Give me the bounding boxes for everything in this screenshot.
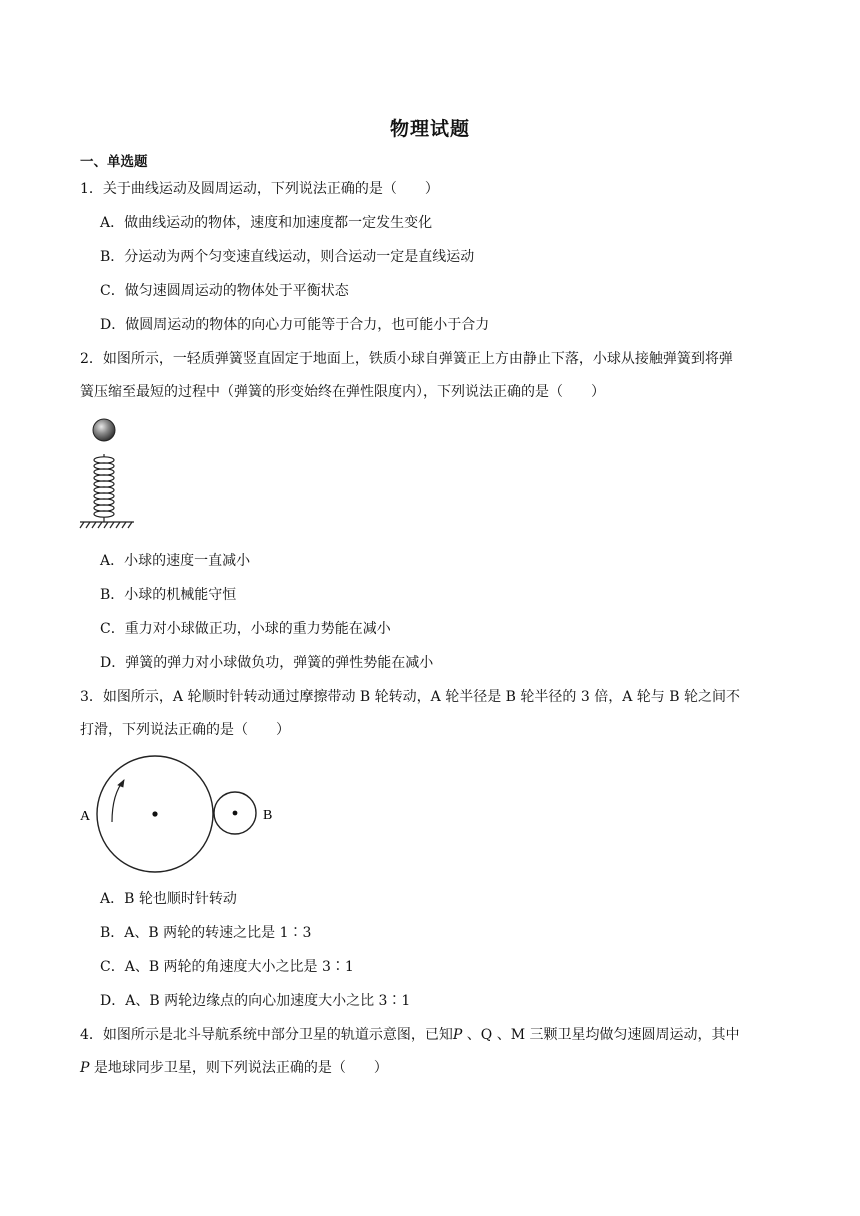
question-2-stem-line-2: 簧压缩至最短的过程中（弹簧的形变始终在弹性限度内），下列说法正确的是（ ） bbox=[80, 384, 605, 400]
spring-coil-shape bbox=[94, 454, 114, 522]
question-2-option-c: C．重力对小球做正功，小球的重力势能在减小 bbox=[100, 621, 391, 637]
wheel-a-center-dot bbox=[152, 811, 157, 816]
question-1-option-b: B．分运动为两个匀变速直线运动，则合运动一定是直线运动 bbox=[100, 249, 475, 265]
satellite-p-label-2: P bbox=[80, 1060, 90, 1076]
question-1-option-a: A．做曲线运动的物体，速度和加速度都一定发生变化 bbox=[100, 215, 433, 231]
question-1-option-c: C．做匀速圆周运动的物体处于平衡状态 bbox=[100, 283, 349, 299]
question-2-option-a: A．小球的速度一直减小 bbox=[100, 553, 251, 569]
spring-ball-figure bbox=[76, 414, 140, 536]
question-3-stem-line-1: 3．如图所示，A 轮顺时针转动通过摩擦带动 B 轮转动，A 轮半径是 B 轮半径的 3 倍，A 轮与 B 轮之间不 bbox=[80, 689, 740, 705]
question-3-stem-line-2: 打滑，下列说法正确的是（ ） bbox=[80, 722, 290, 738]
wheels-figure bbox=[76, 752, 280, 876]
question-3-option-d: D．A、B 两轮边缘点的向心加速度大小之比 3∶1 bbox=[100, 993, 411, 1009]
satellite-p-label: P bbox=[452, 1027, 463, 1043]
section-heading: 一、单选题 bbox=[80, 154, 148, 170]
question-4-stem-rest: 是地球同步卫星，则下列说法正确的是（ ） bbox=[89, 1060, 388, 1076]
rotation-arrowhead-shape bbox=[118, 780, 124, 787]
question-2-option-d: D．弹簧的弹力对小球做负功，弹簧的弹性势能在减小 bbox=[100, 655, 434, 671]
wheel-a-label: A bbox=[80, 809, 91, 824]
wheel-b-label: B bbox=[263, 808, 273, 823]
question-2-stem-line-1: 2．如图所示，一轻质弹簧竖直固定于地面上，铁质小球自弹簧正上方由静止下落，小球从接触弹簧到将弹 bbox=[80, 351, 733, 367]
question-4-stem-pre: 4．如图所示是北斗导航系统中部分卫星的轨道示意图，已知 bbox=[80, 1027, 453, 1043]
ball-shape bbox=[93, 419, 115, 441]
question-4-stem-line-2 bbox=[80, 1059, 388, 1077]
page-title: 物理试题 bbox=[389, 118, 470, 140]
wheel-b-center-dot bbox=[233, 811, 238, 816]
question-4-stem-mid: 、Q 、M 三颗卫星均做匀速圆周运动，其中 bbox=[462, 1027, 740, 1043]
question-3-option-b: B．A、B 两轮的转速之比是 1∶3 bbox=[100, 925, 312, 941]
question-3-option-a: A．B 轮也顺时针转动 bbox=[100, 891, 237, 907]
question-1-stem: 1．关于曲线运动及圆周运动，下列说法正确的是（ ） bbox=[80, 181, 439, 197]
question-2-option-b: B．小球的机械能守恒 bbox=[100, 587, 237, 603]
question-4-stem-line-1 bbox=[80, 1026, 740, 1044]
question-1-option-d: D．做圆周运动的物体的向心力可能等于合力，也可能小于合力 bbox=[100, 317, 490, 333]
ground-hatch-shape bbox=[80, 522, 134, 528]
question-3-option-c: C．A、B 两轮的角速度大小之比是 3∶1 bbox=[100, 959, 354, 975]
